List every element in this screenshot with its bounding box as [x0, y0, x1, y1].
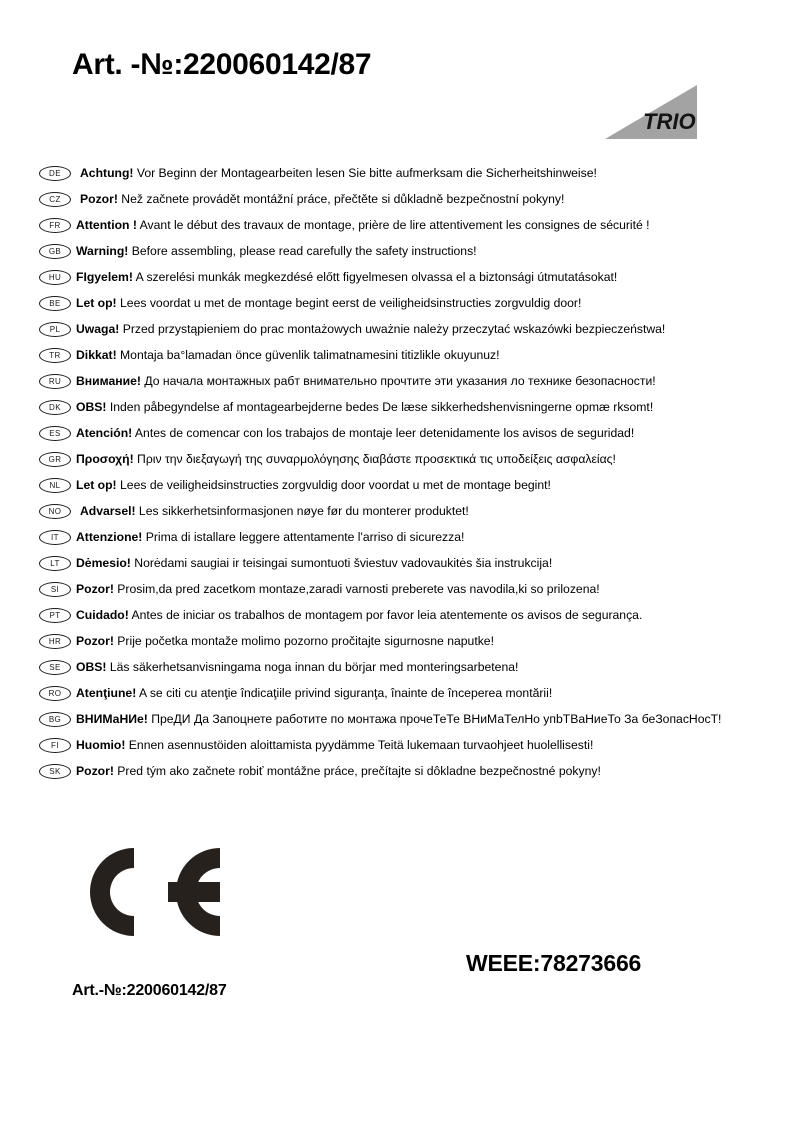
safety-notice-row: [0, 422, 802, 448]
safety-notice-lead: Προσοχή!: [76, 452, 134, 466]
safety-notice-row: [0, 630, 802, 656]
safety-notice-body: Vor Beginn der Montagearbeiten lesen Sie bitte aufmerksam die Sicherheitshinweise!: [133, 166, 597, 180]
ce-mark-icon: [72, 838, 230, 946]
safety-notice-row: [0, 552, 802, 578]
country-code-badge: [39, 530, 71, 545]
safety-notice-lead: Atención!: [76, 426, 133, 440]
country-code-badge: [39, 192, 71, 207]
safety-notice-lead: Let op!: [76, 296, 117, 310]
safety-notice-row: [0, 240, 802, 266]
safety-notice-lead: Achtung!: [80, 166, 134, 180]
country-code-label: GB: [48, 246, 62, 256]
safety-notice-text: [76, 398, 653, 416]
safety-notice-body: A szerelési munkák megkezdésé előtt figyelmesen olvassa el a biztonsági útmutatásokat!: [132, 270, 618, 284]
safety-notice-text: [76, 242, 477, 260]
safety-notice-text: [76, 528, 464, 546]
safety-notice-text: [76, 476, 551, 494]
safety-notice-body: Antes de comencar con los trabajos de montaje leer detenidamente los avisos de seguridad!: [132, 426, 635, 440]
safety-notice-row: [0, 500, 802, 526]
safety-notice-text: [76, 554, 552, 572]
country-code-badge: [39, 660, 71, 675]
safety-notice-text: [76, 424, 634, 442]
safety-notice-row: [0, 162, 802, 188]
safety-notice-lead: OBS!: [76, 400, 107, 414]
safety-notice-text: [76, 216, 650, 234]
safety-notice-lead: Dikkat!: [76, 348, 117, 362]
country-code-badge: [39, 322, 71, 337]
country-code-label: FR: [49, 220, 61, 230]
country-code-label: NO: [48, 506, 62, 516]
safety-notice-body: Before assembling, please read carefully the safety instructions!: [128, 244, 477, 258]
safety-notice-row: [0, 370, 802, 396]
safety-notice-body: A se citi cu atenţie îndicaţiile privind siguranţa, înainte de începerea montării!: [136, 686, 553, 700]
safety-notice-text: [76, 710, 721, 728]
safety-notice-text: [76, 346, 500, 364]
safety-notice-body: Prima di istallare leggere attentamente l'arriso di sicurezza!: [142, 530, 465, 544]
country-code-label: BE: [49, 298, 61, 308]
safety-notice-text: [76, 762, 601, 780]
safety-notice-row: [0, 682, 802, 708]
country-code-badge: [39, 478, 71, 493]
country-code-badge: [39, 166, 71, 181]
page-title: Art. -№:220060142/87: [72, 48, 372, 81]
country-code-badge: [39, 348, 71, 363]
country-code-badge: [39, 270, 71, 285]
safety-notice-row: [0, 656, 802, 682]
safety-notice-lead: FIgyelem!: [76, 270, 133, 284]
safety-notice-row: [0, 708, 802, 734]
trio-logo-wordmark: TRIO: [643, 109, 696, 134]
safety-notice-body: Ennen asennustöiden aloittamista pyydämme Teitä lukemaan turvaohjeet huolellisesti!: [125, 738, 594, 752]
safety-notice-body: Pred tým ako začnete robiť montážne práce, prečítajte si dôkladne bezpečnostné pokyny!: [113, 764, 601, 778]
safety-notice-text: [76, 294, 581, 312]
country-code-badge: [39, 374, 71, 389]
safety-notice-text: [76, 320, 665, 338]
safety-notice-text: [76, 632, 494, 650]
safety-notice-row: [0, 526, 802, 552]
safety-notice-body: Les sikkerhetsinformasjonen nøye før du monterer produktet!: [135, 504, 469, 518]
safety-notice-lead: Let op!: [76, 478, 117, 492]
country-code-label: RO: [48, 688, 62, 698]
safety-notice-lead: Pozor!: [76, 764, 114, 778]
safety-notice-body: Inden påbegyndelse af montagearbejderne bedes De læse sikkerhedshenvisningerne opmæ rksomt!: [106, 400, 654, 414]
country-code-badge: [39, 426, 71, 441]
article-number-footer: Art.-№:220060142/87: [72, 982, 227, 999]
country-code-label: PL: [49, 324, 61, 334]
country-code-badge: [39, 504, 71, 519]
safety-notice-lead: Attention !: [76, 218, 137, 232]
safety-notice-row: [0, 318, 802, 344]
safety-notice-body: Avant le début des travaux de montage, prière de lire attentivement les consignes de sécurité !: [136, 218, 650, 232]
country-code-label: FI: [51, 740, 59, 750]
safety-notice-row: [0, 578, 802, 604]
safety-notice-body: До начала монтажных рабт внимательно прочтите эти указания ло технике безопасности!: [140, 374, 656, 388]
country-code-label: LT: [50, 558, 60, 568]
safety-notice-row: [0, 344, 802, 370]
safety-notice-body: Lees de veiligheidsinstructies zorgvuldig door voordat u met de montage begint!: [116, 478, 551, 492]
country-code-label: RU: [48, 376, 62, 386]
safety-notice-body: Prosim,da pred zacetkom montaze,zaradi varnosti preberete vas navodila,ki so prilozena!: [113, 582, 600, 596]
safety-notice-text: [76, 580, 600, 598]
trio-logo: [601, 83, 701, 143]
safety-notice-row: [0, 396, 802, 422]
safety-notice-text: [80, 190, 564, 208]
safety-notice-body: Przed przystąpieniem do prac montażowych uważnie należy przeczytać wskazówki bezpieczeństwa!: [119, 322, 666, 336]
country-code-badge: [39, 296, 71, 311]
safety-notice-body: Prije početka montaže molimo pozorno pročitajte sigurnosne naputke!: [113, 634, 494, 648]
country-code-badge: [39, 634, 71, 649]
safety-notice-text: [76, 684, 552, 702]
safety-notice-text: [76, 450, 616, 468]
safety-notice-lead: ВНИМаНИе!: [76, 712, 148, 726]
safety-notice-row: [0, 734, 802, 760]
country-code-label: BG: [48, 714, 62, 724]
safety-notice-text: [80, 502, 469, 520]
safety-notice-row: [0, 266, 802, 292]
safety-notice-lead: Pozor!: [80, 192, 118, 206]
safety-notice-text: [76, 372, 656, 390]
country-code-badge: [39, 582, 71, 597]
safety-notice-row: [0, 292, 802, 318]
safety-notice-lead: Attenzione!: [76, 530, 143, 544]
ce-conformity-mark: [72, 838, 230, 946]
country-code-label: ES: [49, 428, 61, 438]
safety-notice-lead: Warning!: [76, 244, 129, 258]
safety-notice-row: [0, 474, 802, 500]
country-code-label: IT: [51, 532, 59, 542]
country-code-label: CZ: [49, 194, 61, 204]
country-code-label: HR: [48, 636, 62, 646]
country-code-badge: [39, 556, 71, 571]
document-header: [0, 40, 802, 134]
safety-notice-body: Norėdami saugiai ir teisingai sumontuoti šviestuv vadovaukitės šia instrukcija!: [130, 556, 553, 570]
safety-notice-row: [0, 188, 802, 214]
safety-notice-body: Läs säkerhetsanvisningama noga innan du börjar med monteringsarbetena!: [106, 660, 519, 674]
safety-notice-body: Montaja ba°lamadan önce güvenlik talimatnamesini titizlikle okuyunuz!: [116, 348, 500, 362]
safety-notice-lead: Внимание!: [76, 374, 141, 388]
safety-notice-body: Πριν την διεξαγωγή της συναρμολόγησης διαβάστε προσεκτικά τις υποδείξεις ασφαλείας!: [133, 452, 616, 466]
safety-notice-body: Lees voordat u met de montage begint eerst de veiligheidsinstructies zorgvuldig door!: [116, 296, 582, 310]
country-code-badge: [39, 608, 71, 623]
safety-notice-body: Než začnete provádět montážní práce, přečtěte si důkladně bezpečnostní pokyny!: [117, 192, 565, 206]
country-code-label: SK: [49, 766, 61, 776]
country-code-label: PT: [49, 610, 61, 620]
country-code-label: HU: [48, 272, 62, 282]
safety-notice-text: [76, 736, 593, 754]
country-code-badge: [39, 244, 71, 259]
country-code-label: DE: [49, 168, 61, 178]
country-code-label: SI: [50, 584, 60, 594]
safety-notice-lead: Uwaga!: [76, 322, 120, 336]
safety-notice-body: ПреДИ Да Запоцнете работите по монтажа прочеТеТе ВНиМаТелНо упbТВаНиеТо За беЗопасНосТ!: [147, 712, 722, 726]
country-code-badge: [39, 712, 71, 727]
safety-notice-body: Antes de iniciar os trabalhos de montagem por favor leia atentemente os avisos de segurança.: [128, 608, 643, 622]
weee-number: WEEE:78273666: [466, 950, 642, 976]
country-code-label: SE: [49, 662, 61, 672]
safety-notice-row: [0, 604, 802, 630]
safety-notice-lead: Pozor!: [76, 582, 114, 596]
country-code-label: DK: [49, 402, 61, 412]
safety-notice-lead: Dėmesio!: [76, 556, 131, 570]
safety-notice-row: [0, 448, 802, 474]
country-code-badge: [39, 686, 71, 701]
safety-notice-lead: Pozor!: [76, 634, 114, 648]
country-code-badge: [39, 764, 71, 779]
safety-notice-lead: Atenţiune!: [76, 686, 137, 700]
safety-notice-text: [80, 164, 597, 182]
country-code-badge: [39, 452, 71, 467]
safety-notice-list: [0, 162, 802, 786]
safety-notice-text: [76, 268, 617, 286]
country-code-label: TR: [49, 350, 61, 360]
safety-notice-lead: Huomio!: [76, 738, 126, 752]
country-code-badge: [39, 218, 71, 233]
safety-notice-text: [76, 606, 642, 624]
safety-notice-row: [0, 214, 802, 240]
country-code-badge: [39, 738, 71, 753]
safety-notice-lead: Cuidado!: [76, 608, 129, 622]
safety-notice-row: [0, 760, 802, 786]
country-code-label: GR: [48, 454, 62, 464]
country-code-badge: [39, 400, 71, 415]
country-code-label: NL: [49, 480, 61, 490]
safety-notice-text: [76, 658, 518, 676]
safety-notice-lead: Advarsel!: [80, 504, 136, 518]
safety-notice-lead: OBS!: [76, 660, 107, 674]
